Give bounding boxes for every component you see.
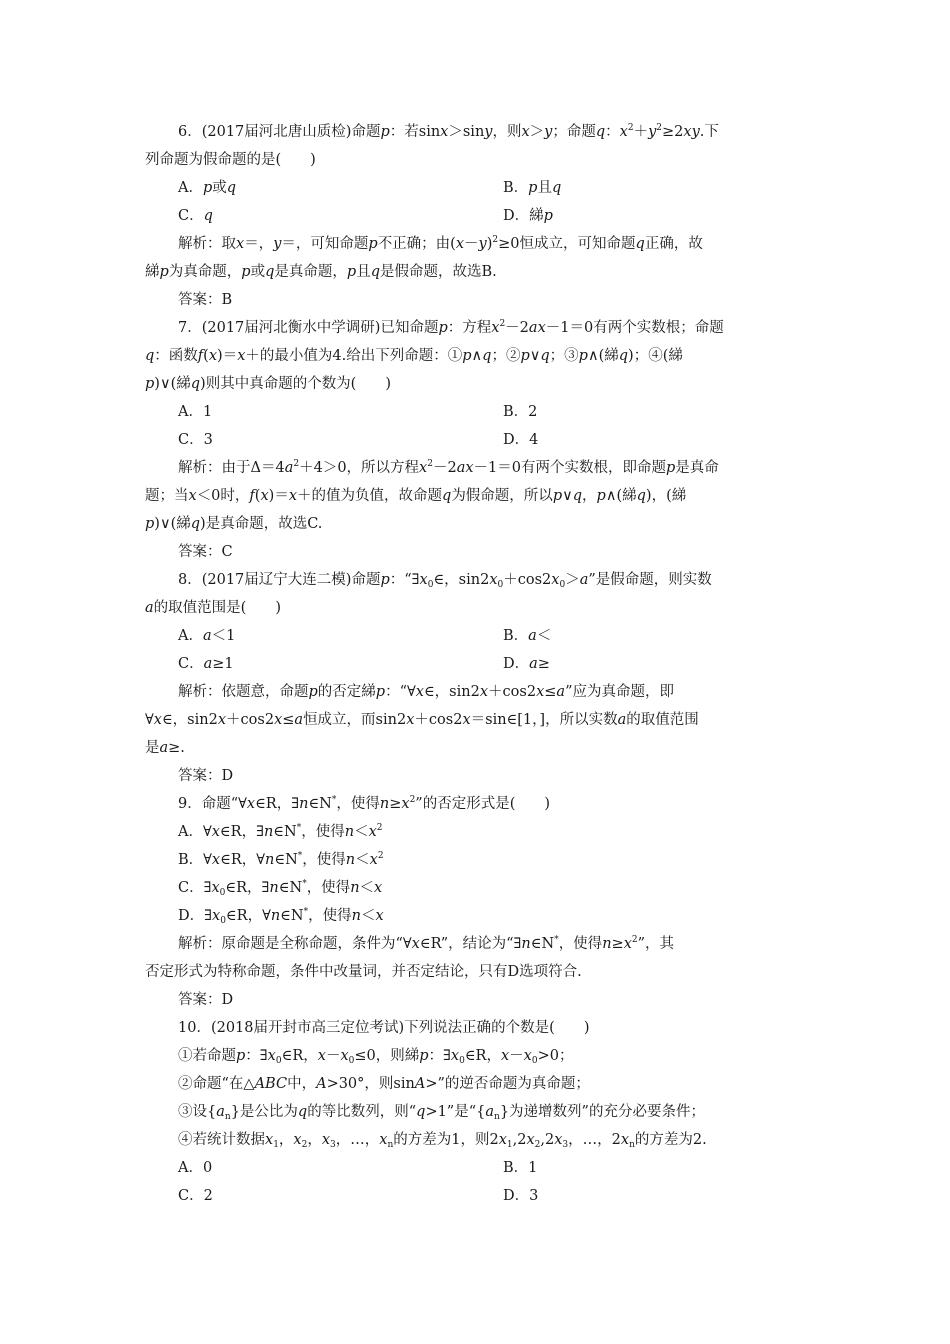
q6-solution-line2: 綈p为真命题，p或q是真命题，p且q是假命题，故选B. xyxy=(145,264,497,280)
q7-stem-line2: q：函数f(x)＝x＋的最小值为4.给出下列命题：①p∧q；②p∨q；③p∧(綈q)；④(綈 xyxy=(145,348,683,364)
q10-stem: 10．(2018届开封市高三定位考试)下列说法正确的个数是( ) xyxy=(178,1020,590,1036)
q8-solution-line3: 是a≥. xyxy=(145,740,185,756)
q10-option-b: B．1 xyxy=(503,1160,538,1176)
q10-statement-3: ③设$\{a_n\}$是公比为q的等比数列，则“q>1”是“$\{a_n\}$为递增数列”的充分必要条件； xyxy=(178,1104,705,1122)
q8-option-c: C．a≥1 xyxy=(178,656,234,672)
q7-solution-line3: p)∨(綈q)是真命题，故选C. xyxy=(145,516,323,532)
q7-answer: 答案：C xyxy=(178,544,233,560)
q6-option-a: A．p或q xyxy=(178,180,237,196)
q8-solution-line2: ∀x∈，sin2x＋cos2x≤a恒成立，而sin2x＋cos2x＝sin∈[1，]，所以实数a的取值范围 xyxy=(145,712,699,728)
q9-option-d: D．$\exists x_0\in R$，∀n∈N*，使得n＜x xyxy=(178,907,384,926)
q9-answer: 答案：D xyxy=(178,992,234,1008)
q6-answer: 答案：B xyxy=(178,292,233,308)
q9-option-a: A．∀x∈R，∃n∈N*，使得$n<x^2$ xyxy=(178,823,383,840)
q10-statement-1: ①若命题p：$\exists x_0\in R$，$x-x_0\le 0$，则綈p：$\exists x_0\in R$，$x-x_0>0$； xyxy=(178,1048,574,1066)
q9-solution-line2: 否定形式为特称命题，条件中改量词，并否定结论，只有D选项符合. xyxy=(145,964,582,980)
q8-solution-line1: 解析：依题意，命题p的否定綈p：“∀x∈，sin2x＋cos2x≤a”应为真命题，即 xyxy=(178,684,674,700)
q10-option-d: D．3 xyxy=(503,1188,539,1204)
q9-stem: 9．命题“∀x∈R，∃n∈N*，使得$n\ge x^2$”的否定形式是( ) xyxy=(178,795,551,812)
q8-option-b: B．a＜ xyxy=(503,628,552,644)
q7-solution-line1: 解析：由于$\Delta=4a^2+4>0$，所以方程$x^2-2ax-1=0$有两个实数根，即命题p是真命 xyxy=(178,459,719,476)
q6-solution-line1: 解析：取x＝，y＝，可知命题p不正确；由$(x-y)^2\ge 0$恒成立，可知命题q正确，故 xyxy=(178,235,703,252)
q8-answer: 答案：D xyxy=(178,768,234,784)
q6-stem-line1: 6．(2017届河北唐山质检)命题p：若sinx＞siny，则x＞y；命题q：$x^2+y^2\ge 2xy$.下 xyxy=(178,123,719,140)
q6-option-c: C．q xyxy=(178,208,213,224)
q7-stem-line3: p)∨(綈q)则其中真命题的个数为( ) xyxy=(145,376,392,392)
q7-option-a: A．1 xyxy=(178,404,213,420)
q7-option-c: C．3 xyxy=(178,432,213,448)
q10-option-a: A．0 xyxy=(178,1160,213,1176)
q7-option-d: D．4 xyxy=(503,432,539,448)
q9-solution-line1: 解析：原命题是全称命题，条件为“∀x∈R”，结论为“∃n∈N*，使得$n\ge x^2$”，其 xyxy=(178,935,675,952)
q10-option-c: C．2 xyxy=(178,1188,213,1204)
q9-option-b: B．∀x∈R，∀n∈N*，使得$n<x^2$ xyxy=(178,851,384,868)
q8-option-d: D．a≥ xyxy=(503,656,550,672)
q8-stem-line2: a的取值范围是( ) xyxy=(145,600,281,616)
q10-statement-2: ②命题“在△ABC中，A>30°，则sinA>”的逆否命题为真命题； xyxy=(178,1076,590,1092)
q10-statement-4: ④若统计数据$x_1$，$x_2$，$x_3$，…，$x_n$的方差为1，则$2x_1,2x_2,2x_3$，…，$2x_n$的方差为2. xyxy=(178,1132,707,1150)
q7-stem-line1: 7．(2017届河北衡水中学调研)已知命题p：方程$x^2-2ax-1=0$有两个实数根；命题 xyxy=(178,319,724,336)
q6-option-d: D．綈p xyxy=(503,208,553,224)
q8-option-a: A．a＜1 xyxy=(178,628,236,644)
q7-option-b: B．2 xyxy=(503,404,538,420)
q8-stem-line1: 8．(2017届辽宁大连二模)命题p：“$\exists x_0\in$，$\sin 2x_0+\cos 2x_0>a$”是假命题，则实数 xyxy=(178,572,712,590)
q6-stem-line2: 列命题为假命题的是( ) xyxy=(145,152,316,168)
q7-solution-line2: 题；当x＜0时，f(x)＝x＋的值为负值，故命题q为假命题，所以p∨q，p∧(綈q)，(綈 xyxy=(145,488,687,504)
q6-option-b: B．p且q xyxy=(503,180,562,196)
q9-option-c: C．$\exists x_0\in R$，∃n∈N*，使得n＜x xyxy=(178,879,383,898)
